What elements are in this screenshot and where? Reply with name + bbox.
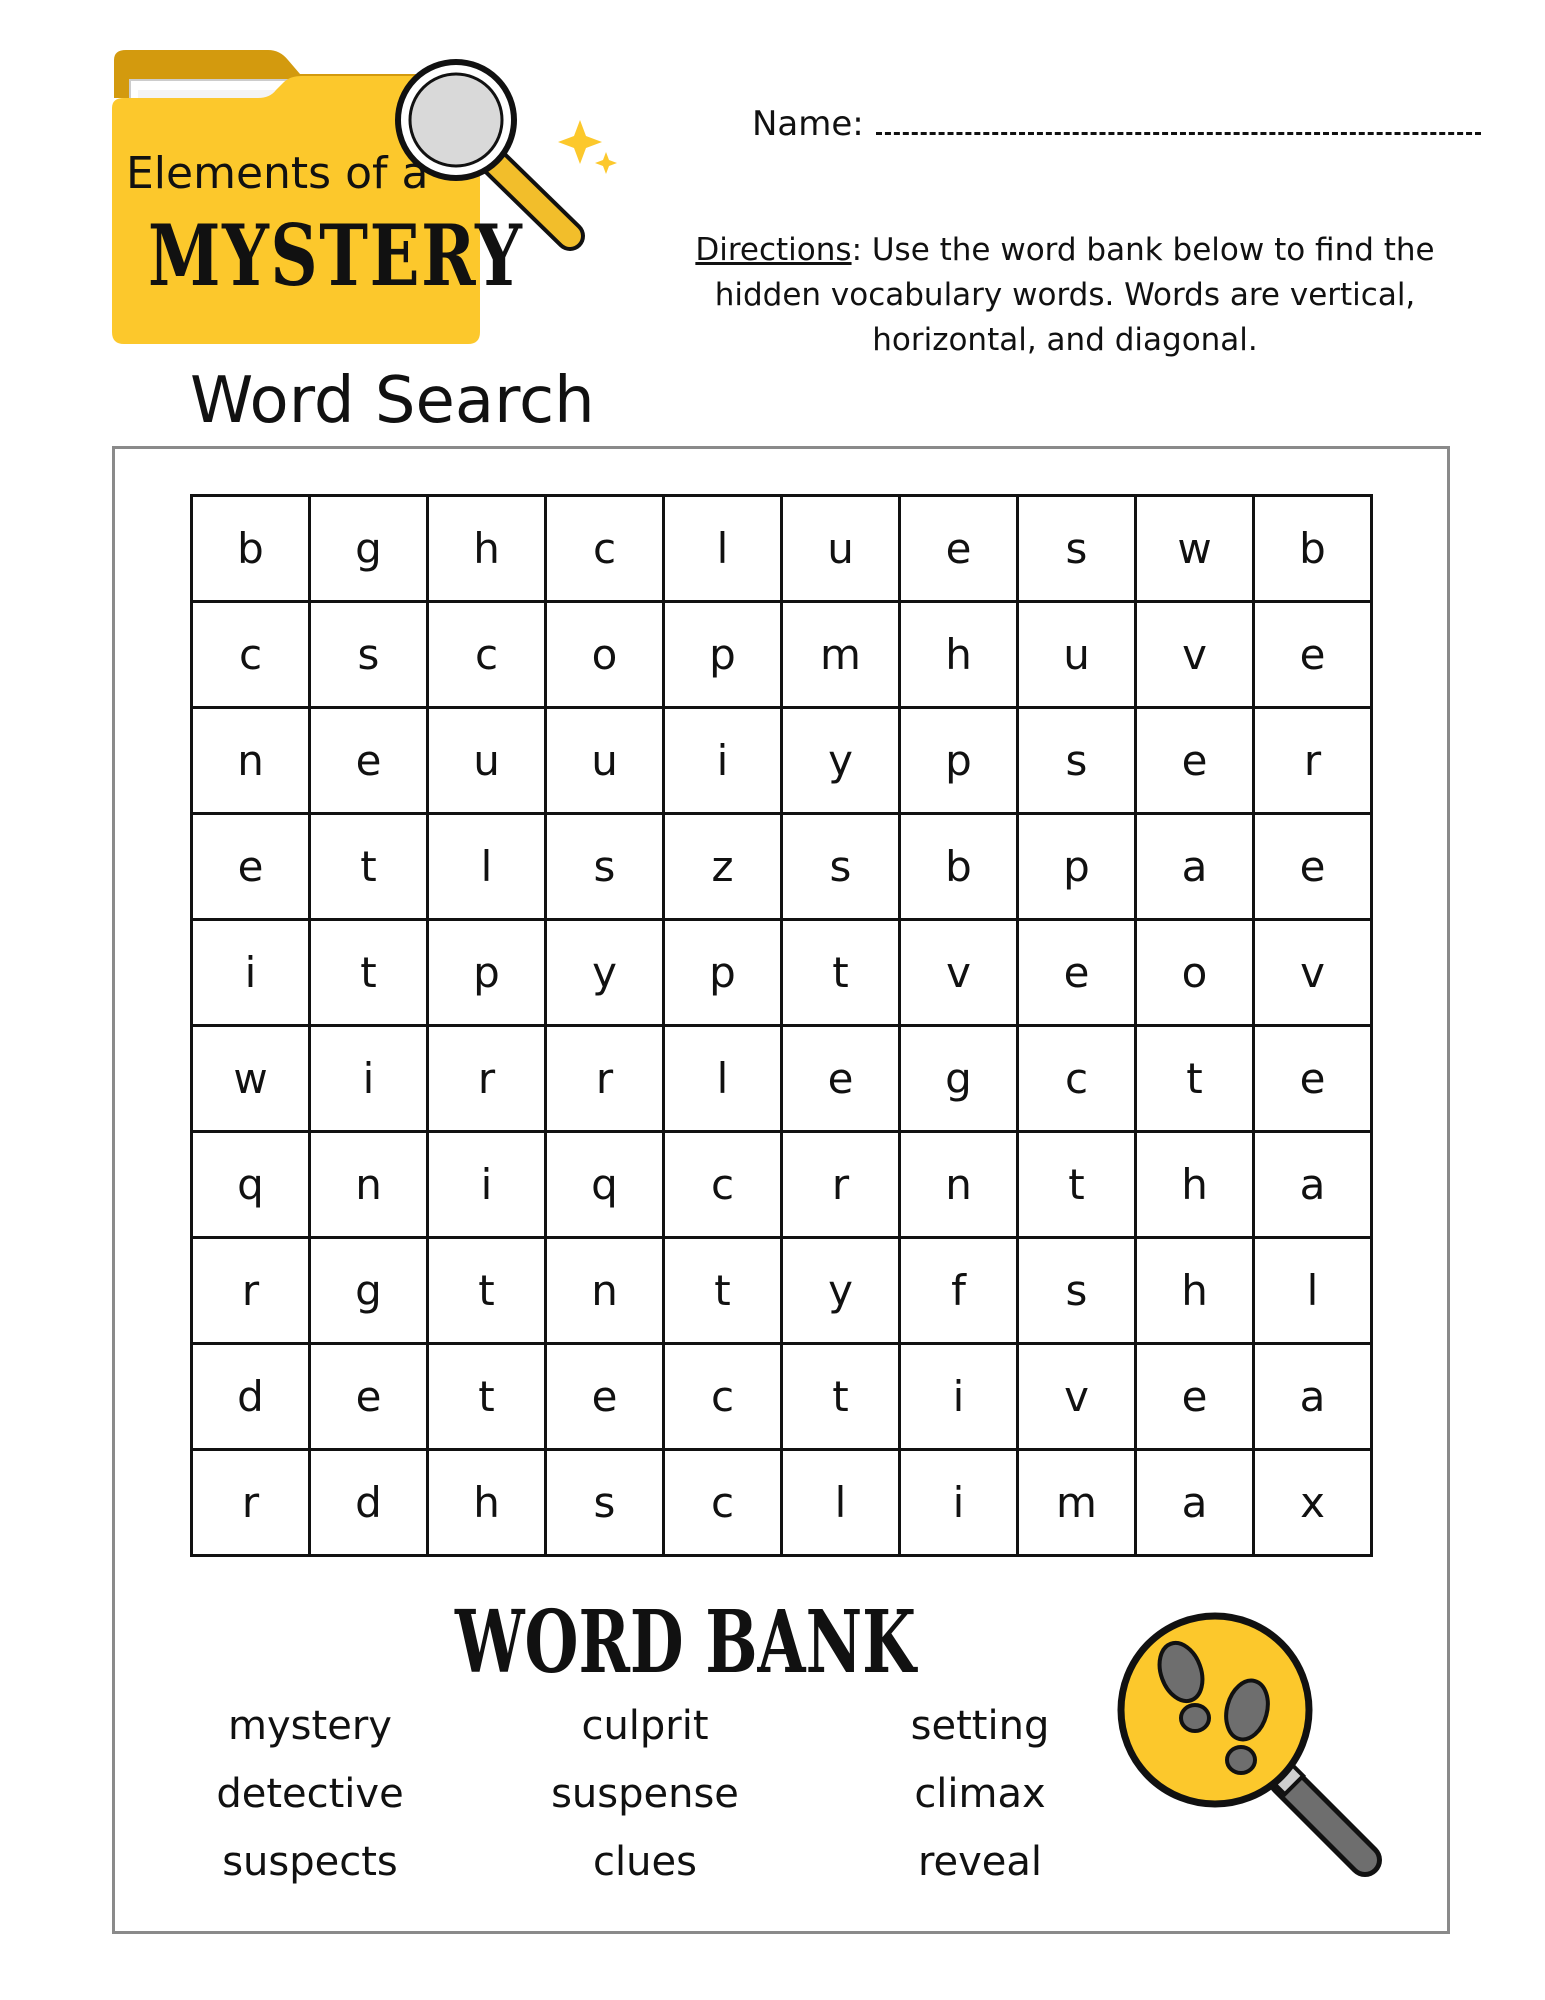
grid-cell[interactable]: g — [310, 496, 428, 602]
directions-text: : Use the word bank below to find the hidden vocabulary words. Words are vertical, horizontal, and diagonal. — [714, 232, 1435, 358]
grid-cell[interactable]: q — [192, 1132, 310, 1238]
grid-cell[interactable]: s — [1018, 496, 1136, 602]
grid-cell[interactable]: s — [1018, 708, 1136, 814]
grid-cell[interactable]: t — [310, 920, 428, 1026]
grid-cell[interactable]: p — [664, 602, 782, 708]
grid-cell[interactable]: h — [1136, 1132, 1254, 1238]
grid-cell[interactable]: n — [546, 1238, 664, 1344]
grid-cell[interactable]: u — [428, 708, 546, 814]
grid-cell[interactable]: b — [192, 496, 310, 602]
grid-cell[interactable]: a — [1254, 1132, 1372, 1238]
grid-cell[interactable]: e — [310, 1344, 428, 1450]
grid-cell[interactable]: r — [546, 1026, 664, 1132]
grid-cell[interactable]: r — [782, 1132, 900, 1238]
grid-cell[interactable]: g — [900, 1026, 1018, 1132]
grid-cell[interactable]: u — [546, 708, 664, 814]
grid-cell[interactable]: t — [782, 1344, 900, 1450]
grid-cell[interactable]: e — [1136, 708, 1254, 814]
grid-cell[interactable]: l — [664, 1026, 782, 1132]
grid-cell[interactable]: e — [1018, 920, 1136, 1026]
word-bank-title: WORD BANK — [455, 1592, 916, 1693]
word-bank-column — [495, 1692, 795, 1896]
grid-cell[interactable]: t — [428, 1344, 546, 1450]
page-title: Word Search — [190, 364, 595, 438]
grid-cell[interactable]: c — [1018, 1026, 1136, 1132]
grid-cell[interactable]: v — [900, 920, 1018, 1026]
grid-cell[interactable]: s — [546, 814, 664, 920]
name-field — [752, 104, 1481, 144]
grid-cell[interactable]: i — [664, 708, 782, 814]
footprints-magnifier-icon — [1115, 1610, 1385, 1880]
grid-row — [192, 602, 1372, 708]
grid-cell[interactable]: t — [782, 920, 900, 1026]
grid-row — [192, 1450, 1372, 1556]
grid-row — [192, 1132, 1372, 1238]
grid-cell[interactable]: n — [310, 1132, 428, 1238]
grid-cell[interactable]: o — [1136, 920, 1254, 1026]
grid-cell[interactable]: z — [664, 814, 782, 920]
word-bank-item: suspense — [551, 1771, 739, 1817]
grid-cell[interactable]: l — [782, 1450, 900, 1556]
sparkle-icon — [558, 120, 617, 174]
grid-cell[interactable]: s — [1018, 1238, 1136, 1344]
grid-cell[interactable]: p — [428, 920, 546, 1026]
grid-cell[interactable]: a — [1136, 1450, 1254, 1556]
grid-cell[interactable]: e — [310, 708, 428, 814]
grid-cell[interactable]: r — [192, 1450, 310, 1556]
grid-cell[interactable]: q — [546, 1132, 664, 1238]
grid-cell[interactable]: o — [546, 602, 664, 708]
word-bank-item: culprit — [581, 1703, 709, 1749]
grid-cell[interactable]: e — [900, 496, 1018, 602]
grid-cell[interactable]: r — [1254, 708, 1372, 814]
grid-cell[interactable]: h — [428, 1450, 546, 1556]
grid-row — [192, 1026, 1372, 1132]
grid-cell[interactable]: t — [1018, 1132, 1136, 1238]
word-bank-item: climax — [914, 1771, 1046, 1817]
logo-title-line-1: Elements of a — [126, 148, 429, 199]
grid-cell[interactable]: n — [192, 708, 310, 814]
logo-title-line-2: MYSTERY — [148, 206, 524, 305]
grid-cell[interactable]: e — [546, 1344, 664, 1450]
grid-cell[interactable]: b — [1254, 496, 1372, 602]
grid-row — [192, 708, 1372, 814]
grid-cell[interactable]: c — [192, 602, 310, 708]
grid-cell[interactable]: v — [1136, 602, 1254, 708]
grid-cell[interactable]: c — [664, 1450, 782, 1556]
word-bank-item: detective — [216, 1771, 404, 1817]
grid-cell[interactable]: m — [1018, 1450, 1136, 1556]
grid-cell[interactable]: i — [192, 920, 310, 1026]
grid-cell[interactable]: r — [428, 1026, 546, 1132]
word-bank-item: reveal — [917, 1839, 1043, 1885]
grid-row — [192, 1344, 1372, 1450]
grid-cell[interactable]: e — [1254, 814, 1372, 920]
grid-cell[interactable]: i — [900, 1450, 1018, 1556]
word-bank-column — [160, 1692, 460, 1896]
word-bank-item: mystery — [228, 1703, 392, 1749]
grid-cell[interactable]: y — [782, 1238, 900, 1344]
grid-cell[interactable]: t — [664, 1238, 782, 1344]
grid-cell[interactable]: t — [428, 1238, 546, 1344]
grid-cell[interactable]: l — [664, 496, 782, 602]
name-blank-line[interactable] — [876, 106, 1481, 135]
grid-cell[interactable]: d — [310, 1450, 428, 1556]
grid-cell[interactable]: c — [546, 496, 664, 602]
grid-cell[interactable]: w — [1136, 496, 1254, 602]
grid-cell[interactable]: c — [664, 1344, 782, 1450]
grid-row — [192, 814, 1372, 920]
grid-cell[interactable]: w — [192, 1026, 310, 1132]
word-bank-item: clues — [593, 1839, 697, 1885]
word-bank-column — [830, 1692, 1130, 1896]
grid-cell[interactable]: s — [310, 602, 428, 708]
grid-cell[interactable]: e — [1254, 602, 1372, 708]
grid-cell[interactable]: t — [310, 814, 428, 920]
grid-cell[interactable]: a — [1254, 1344, 1372, 1450]
grid-cell[interactable]: u — [782, 496, 900, 602]
directions — [680, 228, 1450, 363]
grid-cell[interactable]: d — [192, 1344, 310, 1450]
grid-cell[interactable]: y — [782, 708, 900, 814]
grid-cell[interactable]: h — [1136, 1238, 1254, 1344]
grid-cell[interactable]: e — [1254, 1026, 1372, 1132]
grid-cell[interactable]: g — [310, 1238, 428, 1344]
grid-cell[interactable]: p — [900, 708, 1018, 814]
grid-cell[interactable]: p — [664, 920, 782, 1026]
word-bank-item: setting — [910, 1703, 1050, 1749]
grid-cell[interactable]: f — [900, 1238, 1018, 1344]
grid-cell[interactable]: v — [1018, 1344, 1136, 1450]
name-label: Name: — [752, 104, 864, 144]
grid-cell[interactable]: m — [782, 602, 900, 708]
grid-row — [192, 496, 1372, 602]
grid-cell[interactable]: v — [1254, 920, 1372, 1026]
grid-cell[interactable]: c — [428, 602, 546, 708]
grid-cell[interactable]: i — [900, 1344, 1018, 1450]
grid-cell[interactable]: r — [192, 1238, 310, 1344]
grid-cell[interactable]: h — [900, 602, 1018, 708]
grid-cell[interactable]: p — [1018, 814, 1136, 920]
grid-cell[interactable]: t — [1136, 1026, 1254, 1132]
grid-cell[interactable]: n — [900, 1132, 1018, 1238]
grid-cell[interactable]: u — [1018, 602, 1136, 708]
grid-cell[interactable]: y — [546, 920, 664, 1026]
grid-row — [192, 920, 1372, 1026]
grid-cell[interactable]: s — [782, 814, 900, 920]
grid-cell[interactable]: c — [664, 1132, 782, 1238]
grid-cell[interactable]: e — [782, 1026, 900, 1132]
grid-cell[interactable]: e — [192, 814, 310, 920]
grid-cell[interactable]: i — [428, 1132, 546, 1238]
grid-cell[interactable]: h — [428, 496, 546, 602]
grid-cell[interactable]: i — [310, 1026, 428, 1132]
grid-cell[interactable]: l — [1254, 1238, 1372, 1344]
word-bank-item: suspects — [222, 1839, 398, 1885]
grid-cell[interactable]: x — [1254, 1450, 1372, 1556]
word-search-grid — [190, 494, 1373, 1557]
grid-cell[interactable]: l — [428, 814, 546, 920]
grid-cell[interactable]: b — [900, 814, 1018, 920]
grid-cell[interactable]: s — [546, 1450, 664, 1556]
grid-cell[interactable]: a — [1136, 814, 1254, 920]
directions-label: Directions — [695, 232, 852, 268]
grid-row — [192, 1238, 1372, 1344]
grid-cell[interactable]: e — [1136, 1344, 1254, 1450]
